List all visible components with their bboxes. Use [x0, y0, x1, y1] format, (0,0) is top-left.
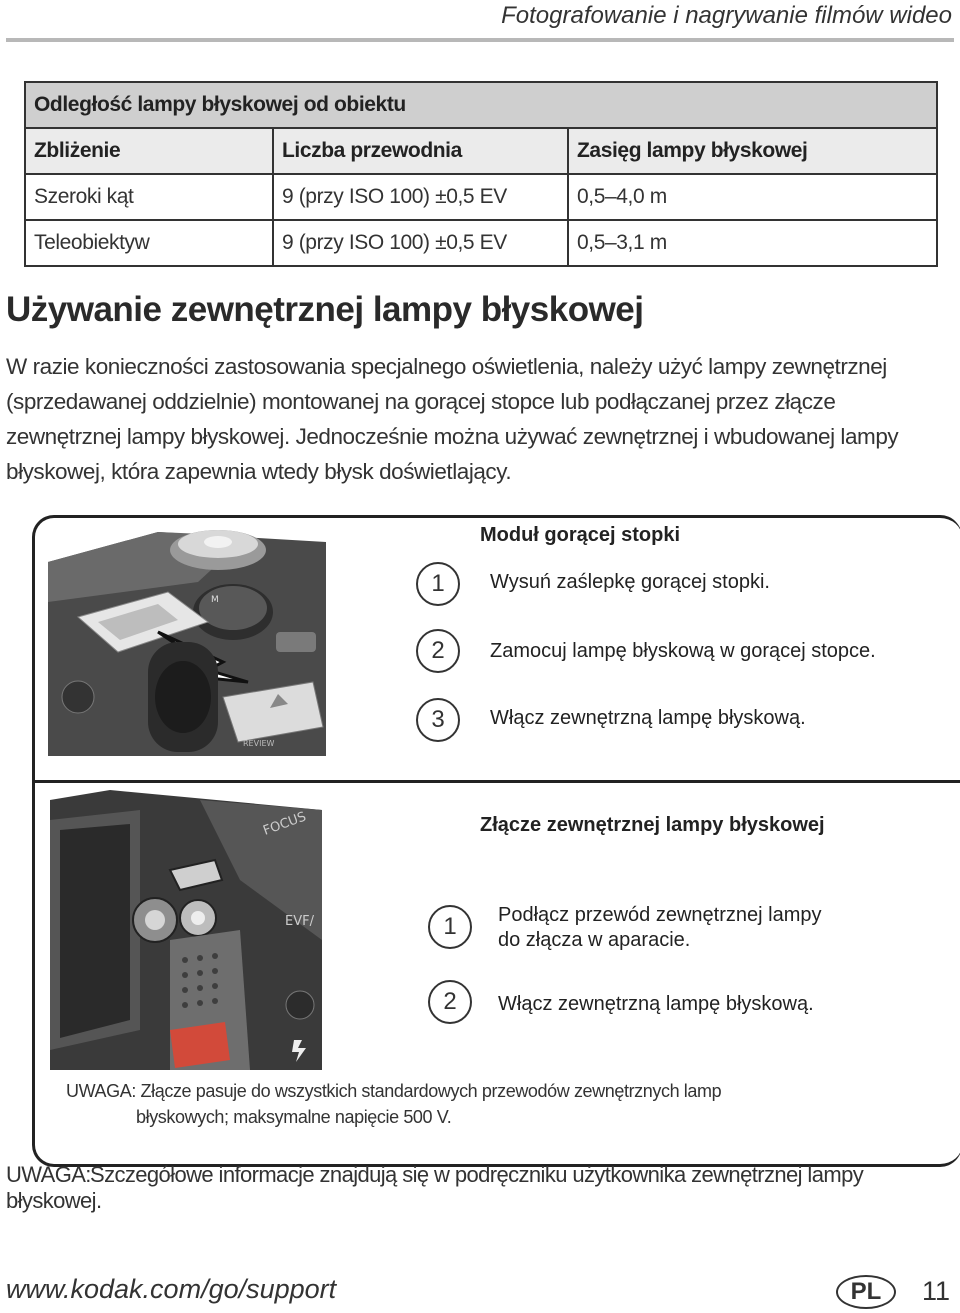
hot-shoe-step-text: Włącz zewnętrzną lampę błyskową. [490, 707, 806, 729]
step-number: 2 [416, 629, 460, 673]
connector-step-line: do złącza w aparacie. [498, 929, 691, 951]
step-number: 3 [416, 698, 460, 742]
box-note-line: UWAGA: Złącze pasuje do wszystkich standardowych przewodów zewnętrznych lamp [66, 1081, 722, 1101]
table-row [25, 174, 937, 220]
table-title: Odległość lampy błyskowej od obiektu [25, 82, 937, 128]
hot-shoe-heading: Moduł gorącej stopki [480, 524, 681, 546]
cell-guide-number: 9 (przy ISO 100) ±0,5 EV [273, 220, 568, 266]
box-note-line: błyskowych; maksymalne napięcie 500 V. [136, 1107, 452, 1127]
paragraph-line: zewnętrznej lampy błyskowej. Jednocześnie można używać zewnętrznej i wbudowanej lampy [6, 424, 899, 449]
evf-label: EVF/ [285, 914, 314, 929]
connector-step-text: Włącz zewnętrzną lampę błyskową. [498, 993, 814, 1015]
page-number: 11 [922, 1276, 951, 1306]
cell-range: 0,5–3,1 m [568, 220, 937, 266]
cell-range: 0,5–4,0 m [568, 174, 937, 220]
step-number: 2 [428, 980, 472, 1024]
flash-connector-photo [50, 790, 322, 1070]
connector-heading: Złącze zewnętrznej lampy błyskowej [480, 814, 825, 836]
cell-zoom: Szeroki kąt [25, 174, 273, 220]
page-note-text: Szczegółowe informacje znajdują się w podręczniku użytkownika zewnętrznej lampy błyskowej. [6, 1162, 864, 1213]
connector-step-line: Podłącz przewód zewnętrznej lampy [498, 904, 822, 926]
step-number: 1 [428, 905, 472, 949]
language-badge: PL [836, 1275, 896, 1309]
body-paragraph [6, 349, 954, 489]
hot-shoe-step-text: Wysuń zaślepkę gorącej stopki. [490, 571, 770, 593]
col-header-guide-number: Liczba przewodnia [273, 128, 568, 174]
paragraph-line: błyskowej, która zapewnia wtedy błysk doświetlający. [6, 459, 512, 484]
hot-shoe-camera-photo [48, 522, 326, 756]
paragraph-line: W razie konieczności zastosowania specjalnego oświetlenia, należy użyć lampy zewnętrznej [6, 354, 887, 379]
flash-range-table [24, 81, 938, 267]
col-header-flash-range: Zasięg lampy błyskowej [568, 128, 937, 174]
support-url-link[interactable]: www.kodak.com/go/support [6, 1274, 337, 1304]
table-row [25, 220, 937, 266]
connector-step-text [498, 903, 822, 953]
page-note [6, 1162, 960, 1214]
box-divider [32, 780, 960, 783]
review-label: REVIEW [243, 739, 275, 748]
step-number: 1 [416, 562, 460, 606]
paragraph-line: (sprzedawanej oddzielnie) montowanej na gorącej stopce lub podłączanej przez złącze [6, 389, 836, 414]
header-rule [6, 38, 954, 42]
cell-zoom: Teleobiektyw [25, 220, 273, 266]
dial-mark-label: M [211, 595, 219, 605]
page-note-label: UWAGA: [6, 1162, 91, 1187]
box-note [66, 1078, 786, 1130]
focus-label: FOCUS [261, 809, 309, 839]
col-header-zoom: Zbliżenie [25, 128, 273, 174]
section-title: Używanie zewnętrznej lampy błyskowej [6, 290, 644, 329]
cell-guide-number: 9 (przy ISO 100) ±0,5 EV [273, 174, 568, 220]
hot-shoe-step-text: Zamocuj lampę błyskową w gorącej stopce. [490, 640, 876, 662]
running-title: Fotografowanie i nagrywanie filmów wideo [501, 2, 952, 29]
